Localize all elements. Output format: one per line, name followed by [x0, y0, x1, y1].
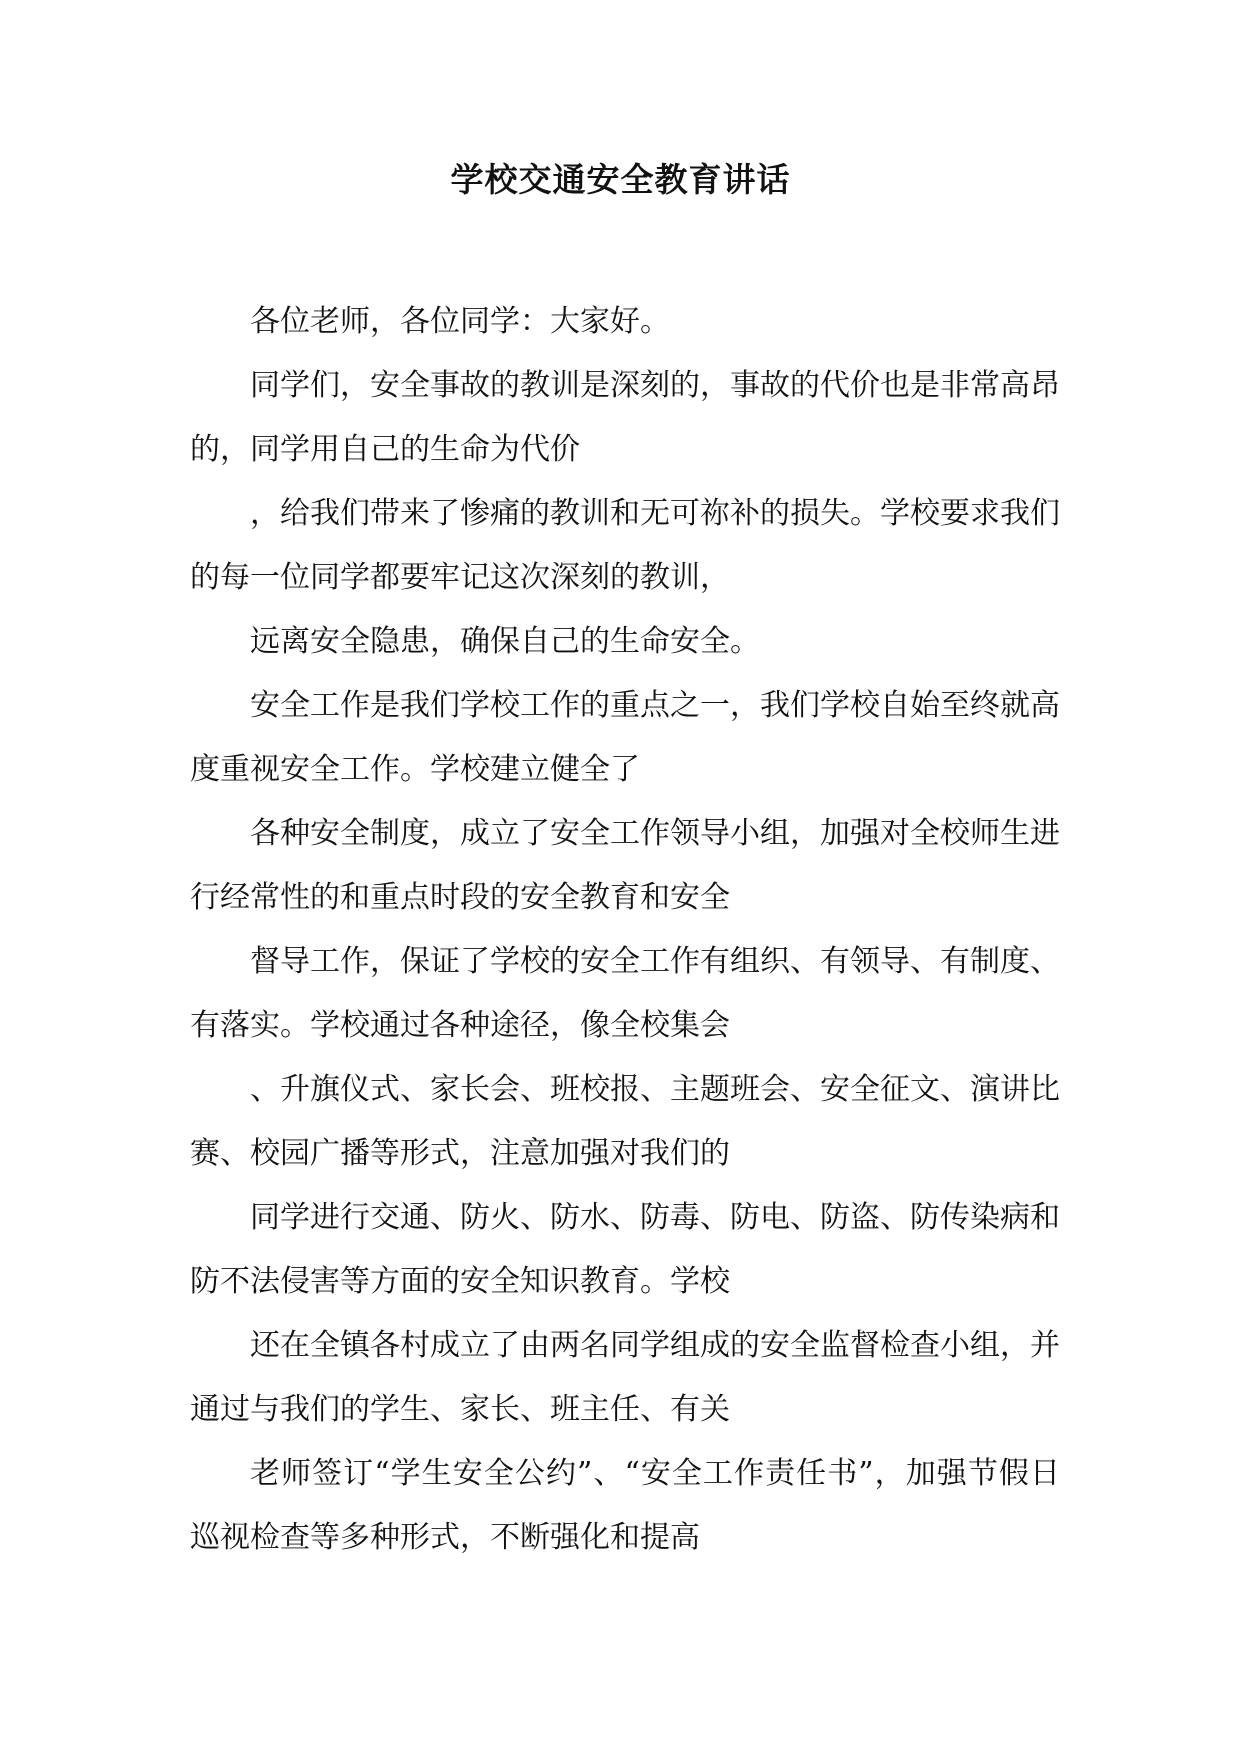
page-title: 学校交通安全教育讲话 [450, 160, 791, 199]
paragraph-10: 还在全镇各村成立了由两名同学组成的安全监督检查小组，并通过与我们的学生、家长、班主任、有关 [190, 1328, 1060, 1427]
paragraph-1: 各位老师，各位同学：大家好。 [250, 304, 670, 339]
paragraph-7: 督导工作，保证了学校的安全工作有组织、有领导、有制度、有落实。学校通过各种途径，像全校集会 [190, 944, 1060, 1043]
paragraph-2: 同学们，安全事故的教训是深刻的，事故的代价也是非常高昂的，同学用自己的生命为代价 [190, 368, 1060, 467]
paragraph-8: 、升旗仪式、家长会、班校报、主题班会、安全征文、演讲比赛、校园广播等形式，注意加强对我们的 [190, 1072, 1060, 1171]
paragraph-6: 各种安全制度，成立了安全工作领导小组，加强对全校师生进行经常性的和重点时段的安全教育和安全 [190, 816, 1060, 915]
paragraph-5: 安全工作是我们学校工作的重点之一，我们学校自始至终就高度重视安全工作。学校建立健全了 [190, 688, 1060, 787]
paragraph-4: 远离安全隐患，确保自己的生命安全。 [250, 624, 760, 659]
paragraph-9: 同学进行交通、防火、防水、防毒、防电、防盗、防传染病和防不法侵害等方面的安全知识教育。学校 [190, 1200, 1060, 1299]
document-body [190, 290, 1060, 1570]
paragraph-3: ，给我们带来了惨痛的教训和无可祢补的损失。学校要求我们的每一位同学都要牢记这次深刻的教训， [190, 496, 1060, 595]
paragraph-11: 老师签订“学生安全公约”、“安全工作责任书”，加强节假日巡视检查等多种形式，不断强化和提高 [190, 1456, 1060, 1555]
